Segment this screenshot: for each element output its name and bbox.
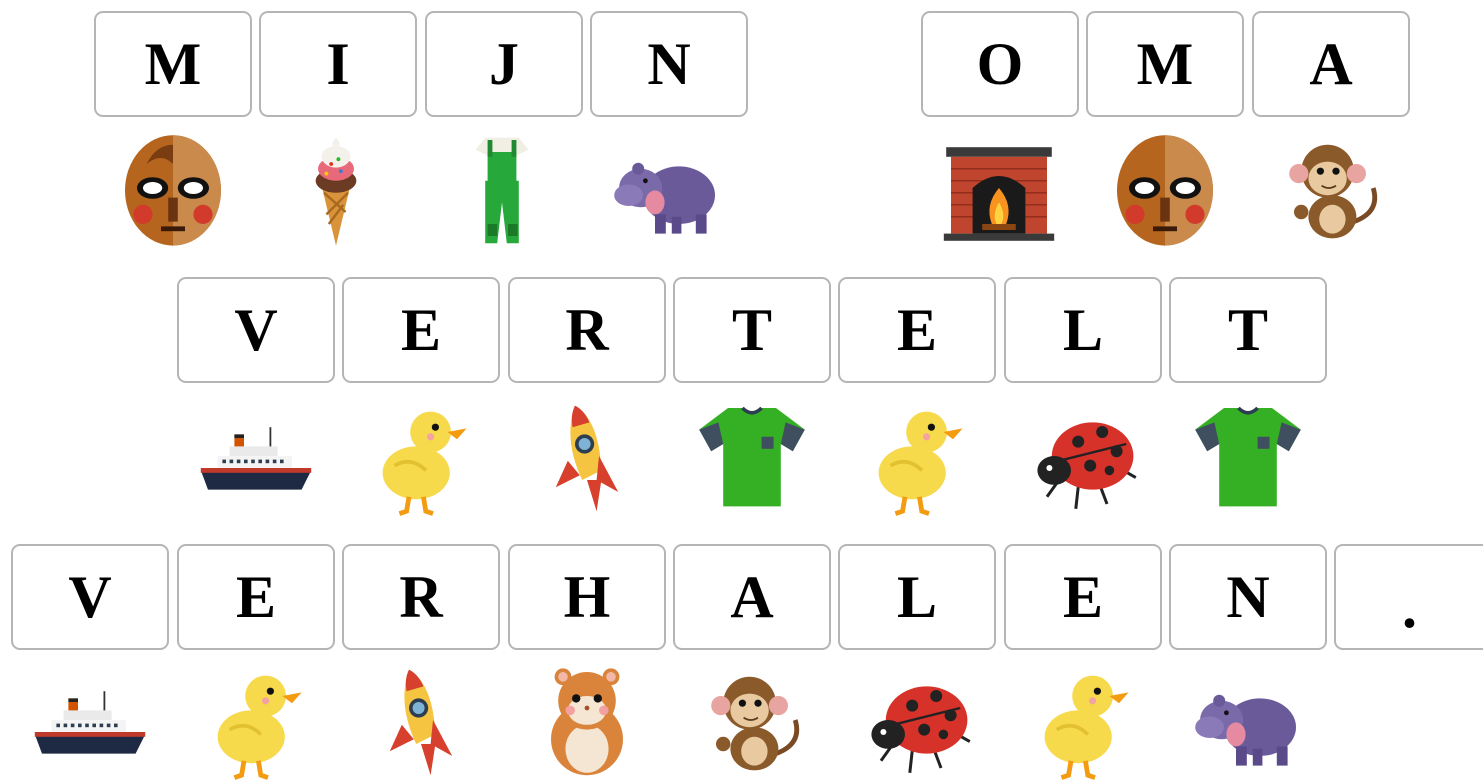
letter-tile: E bbox=[838, 277, 996, 383]
rocket-icon bbox=[527, 396, 647, 516]
letter-tile: V bbox=[177, 277, 335, 383]
duckling-icon bbox=[1023, 660, 1143, 780]
letter-tile: A bbox=[673, 544, 831, 650]
ladybug-icon bbox=[1023, 396, 1143, 516]
letter-tile: E bbox=[342, 277, 500, 383]
letter-tile: E bbox=[177, 544, 335, 650]
punctuation-tile: . bbox=[1334, 544, 1483, 650]
letter-tile: M bbox=[94, 11, 252, 117]
monkey-icon bbox=[692, 660, 812, 780]
tshirt-icon bbox=[1188, 396, 1308, 516]
letter-tile: M bbox=[1086, 11, 1244, 117]
tshirt-icon bbox=[692, 396, 812, 516]
mask-icon bbox=[113, 128, 233, 248]
letter-tile: N bbox=[590, 11, 748, 117]
letter-tile: V bbox=[11, 544, 169, 650]
ship-icon bbox=[196, 396, 316, 516]
hippo-icon bbox=[607, 128, 727, 248]
letter-tile: I bbox=[259, 11, 417, 117]
mask-icon bbox=[1105, 128, 1225, 248]
letter-tile: N bbox=[1169, 544, 1327, 650]
letter-tile: E bbox=[1004, 544, 1162, 650]
letter-tile: R bbox=[508, 277, 666, 383]
hamster-icon bbox=[527, 660, 647, 780]
duckling-icon bbox=[361, 396, 481, 516]
duckling-icon bbox=[857, 396, 977, 516]
letter-tile: L bbox=[838, 544, 996, 650]
letter-tile: J bbox=[425, 11, 583, 117]
ship-icon bbox=[30, 660, 150, 780]
letter-tile: R bbox=[342, 544, 500, 650]
ice-cream-icon bbox=[276, 128, 396, 248]
duckling-icon bbox=[196, 660, 316, 780]
letter-tile: O bbox=[921, 11, 1079, 117]
fireplace-icon bbox=[939, 128, 1059, 248]
hippo-icon bbox=[1188, 660, 1308, 780]
letter-tile: T bbox=[673, 277, 831, 383]
overalls-icon bbox=[442, 128, 562, 248]
letter-tile: T bbox=[1169, 277, 1327, 383]
letter-tile: H bbox=[508, 544, 666, 650]
ladybug-icon bbox=[857, 660, 977, 780]
rocket-icon bbox=[361, 660, 481, 780]
letter-tile: L bbox=[1004, 277, 1162, 383]
monkey-icon bbox=[1270, 128, 1390, 248]
letter-tile: A bbox=[1252, 11, 1410, 117]
